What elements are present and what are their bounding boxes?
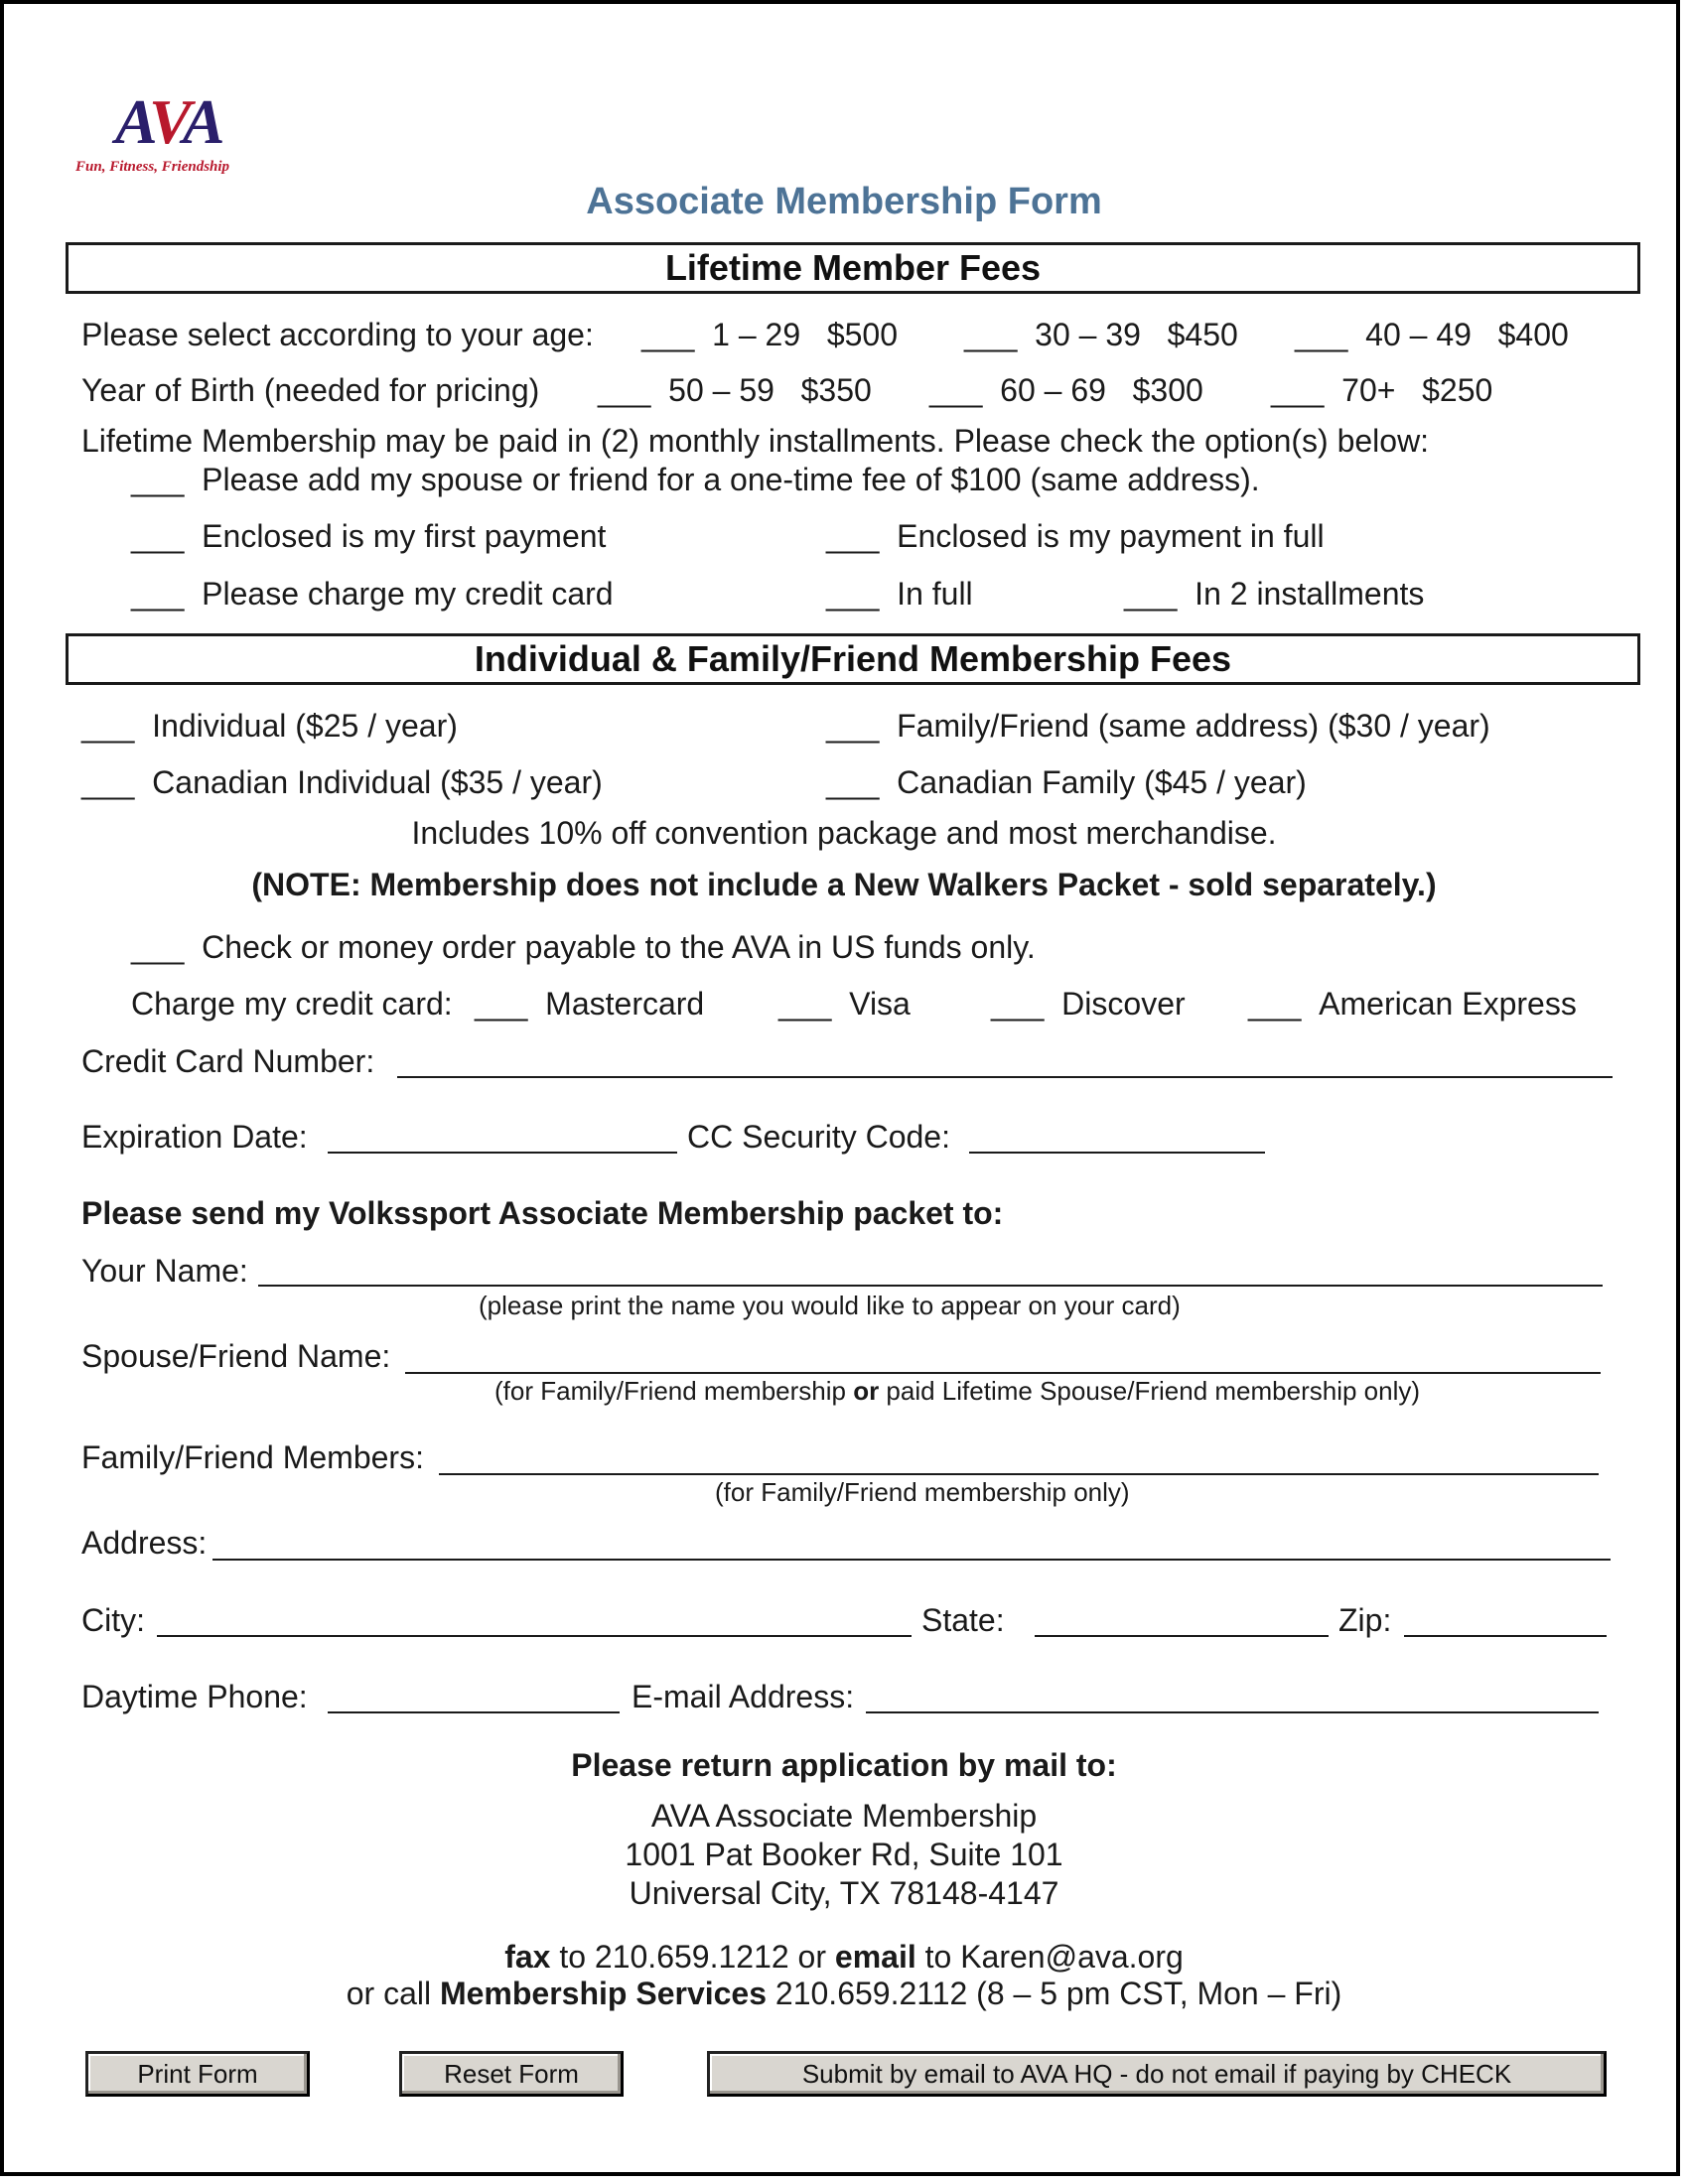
age-prompt: Please select according to your age:	[81, 317, 594, 352]
in-2-installments-option[interactable]: ___ In 2 installments	[1124, 576, 1425, 612]
membership-note: (NOTE: Membership does not include a New Walkers Packet - sold separately.)	[251, 867, 1437, 902]
security-code-field[interactable]	[969, 1152, 1265, 1154]
in-full-option[interactable]: ___ In full	[826, 576, 973, 612]
individual-option[interactable]: ___ Individual ($25 / year)	[81, 708, 458, 744]
first-payment-option[interactable]: ___ Enclosed is my first payment	[131, 518, 607, 554]
spouse-name-hint: (for Family/Friend membership or paid Lifetime Spouse/Friend membership only)	[494, 1376, 1421, 1406]
age-60-69-option[interactable]: ___ 60 – 69 $300	[929, 372, 1203, 408]
form-title: Associate Membership Form	[586, 181, 1102, 222]
family-members-label: Family/Friend Members:	[81, 1439, 424, 1475]
email-field[interactable]	[866, 1711, 1599, 1713]
year-of-birth-prompt: Year of Birth (needed for pricing)	[81, 372, 540, 408]
city-field[interactable]	[157, 1635, 912, 1637]
logo-letter-a: A	[115, 86, 149, 157]
logo-letter-v: V	[148, 86, 183, 157]
cc-number-label: Credit Card Number:	[81, 1043, 375, 1079]
age-40-49-option[interactable]: ___ 40 – 49 $400	[1295, 317, 1569, 352]
state-field[interactable]	[1035, 1635, 1329, 1637]
address-field[interactable]	[212, 1559, 1611, 1561]
charge-card-label: Charge my credit card:	[131, 986, 453, 1022]
charge-credit-card-option[interactable]: ___ Please charge my credit card	[131, 576, 614, 612]
fax-email-line: fax to 210.659.1212 or email to Karen@ava.org	[504, 1939, 1184, 1975]
return-address-line-1: AVA Associate Membership	[650, 1798, 1038, 1834]
return-address-line-2: 1001 Pat Booker Rd, Suite 101	[625, 1837, 1063, 1872]
family-members-hint: (for Family/Friend membership only)	[715, 1477, 1130, 1507]
lifetime-fees-header	[66, 242, 1640, 294]
call-line: or call Membership Services 210.659.2112 (8 – 5 pm CST, Mon – Fri)	[346, 1976, 1342, 2011]
american-express-option[interactable]: ___ American Express	[1248, 986, 1577, 1022]
reset-form-button[interactable]: Reset Form	[399, 2051, 624, 2097]
spouse-addon-option[interactable]: ___ Please add my spouse or friend for a one-time fee of $100 (same address).	[131, 462, 1260, 497]
name-label: Your Name:	[81, 1253, 248, 1289]
state-label: State:	[921, 1602, 1005, 1638]
zip-label: Zip:	[1338, 1602, 1392, 1638]
age-70-plus-option[interactable]: ___ 70+ $250	[1271, 372, 1493, 408]
zip-field[interactable]	[1404, 1635, 1607, 1637]
payment-in-full-option[interactable]: ___ Enclosed is my payment in full	[826, 518, 1325, 554]
discover-option[interactable]: ___ Discover	[991, 986, 1186, 1022]
city-label: City:	[81, 1602, 145, 1638]
expiration-field[interactable]	[328, 1152, 677, 1154]
email-label: E-mail Address:	[632, 1679, 855, 1714]
name-field[interactable]	[258, 1285, 1603, 1287]
age-30-39-option[interactable]: ___ 30 – 39 $450	[964, 317, 1238, 352]
age-1-29-option[interactable]: ___ 1 – 29 $500	[641, 317, 898, 352]
lifetime-fees-header-text: Lifetime Member Fees	[664, 247, 1042, 288]
family-members-field[interactable]	[439, 1473, 1599, 1475]
mailing-heading: Please send my Volkssport Associate Membership packet to:	[81, 1195, 1004, 1231]
expiration-label: Expiration Date:	[81, 1119, 308, 1155]
return-address-line-3: Universal City, TX 78148-4147	[629, 1875, 1059, 1911]
family-friend-option[interactable]: ___ Family/Friend (same address) ($30 / year)	[826, 708, 1490, 744]
phone-field[interactable]	[328, 1711, 620, 1713]
includes-discount-text: Includes 10% off convention package and most merchandise.	[411, 815, 1277, 851]
individual-fees-header-text: Individual & Family/Friend Membership Fees	[474, 638, 1232, 679]
visa-option[interactable]: ___ Visa	[778, 986, 911, 1022]
logo-letter-a2: A	[182, 86, 221, 157]
logo-tagline: Fun, Fitness, Friendship	[75, 159, 230, 175]
cc-number-field[interactable]	[397, 1076, 1613, 1078]
security-code-label: CC Security Code:	[687, 1119, 950, 1155]
spouse-name-field[interactable]	[405, 1372, 1601, 1374]
return-heading: Please return application by mail to:	[571, 1747, 1117, 1783]
name-hint: (please print the name you would like to appear on your card)	[479, 1291, 1181, 1320]
ava-logo	[115, 85, 221, 159]
mastercard-option[interactable]: ___ Mastercard	[475, 986, 705, 1022]
individual-fees-header	[66, 633, 1640, 685]
installments-text: Lifetime Membership may be paid in (2) monthly installments. Please check the option(s) below:	[81, 423, 1430, 459]
phone-label: Daytime Phone:	[81, 1679, 308, 1714]
canadian-family-option[interactable]: ___ Canadian Family ($45 / year)	[826, 764, 1307, 800]
print-form-button[interactable]: Print Form	[85, 2051, 310, 2097]
address-label: Address:	[81, 1525, 208, 1561]
spouse-name-label: Spouse/Friend Name:	[81, 1338, 391, 1374]
check-money-order-option[interactable]: ___ Check or money order payable to the AVA in US funds only.	[131, 929, 1036, 965]
age-50-59-option[interactable]: ___ 50 – 59 $350	[598, 372, 872, 408]
submit-email-button[interactable]: Submit by email to AVA HQ - do not email if paying by CHECK	[707, 2051, 1607, 2097]
canadian-individual-option[interactable]: ___ Canadian Individual ($35 / year)	[81, 764, 603, 800]
